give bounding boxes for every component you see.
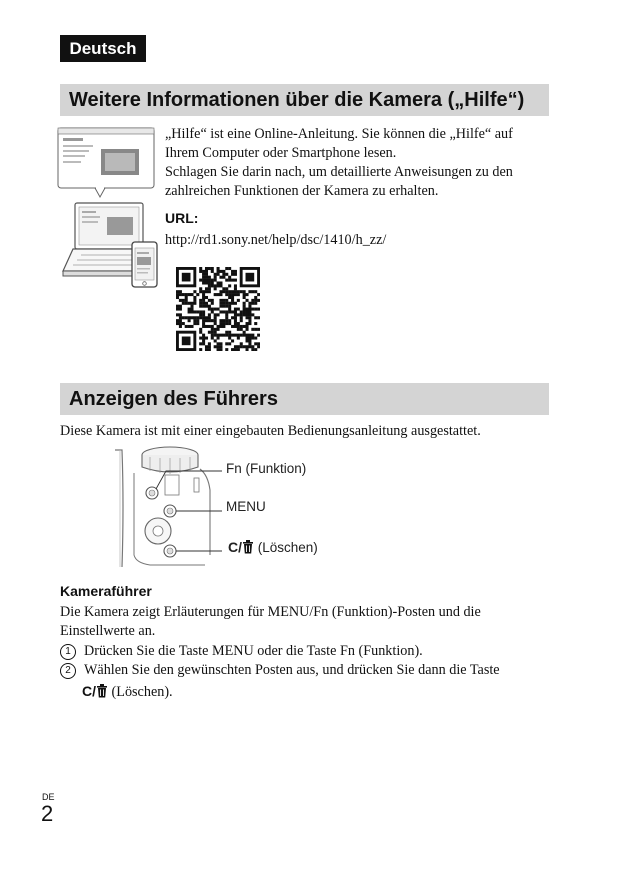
step-text: Wählen Sie den gewünschten Posten aus, und drücken Sie dann die Taste bbox=[84, 662, 500, 678]
c-key-text: C/ bbox=[228, 539, 242, 555]
menu-button-label: MENU bbox=[226, 499, 266, 514]
section-heading-help: Weitere Informationen über die Kamera („Hilfe“) bbox=[60, 84, 549, 116]
trash-icon bbox=[96, 684, 108, 698]
step-2 bbox=[60, 661, 550, 680]
help-intro-line: Ihrem Computer oder Smartphone lesen. bbox=[165, 145, 397, 161]
smartphone-icon bbox=[130, 240, 160, 290]
step-1 bbox=[60, 642, 550, 661]
page-number: 2 bbox=[41, 801, 54, 826]
delete-button-label bbox=[228, 539, 318, 555]
step-text: Drücken Sie die Taste MENU oder die Taste Fn (Funktion). bbox=[84, 643, 423, 659]
step-2-suffix: (Löschen). bbox=[108, 684, 173, 700]
help-intro-line: „Hilfe“ ist eine Online-Anleitung. Sie können die „Hilfe“ auf bbox=[165, 126, 513, 142]
language-tag: Deutsch bbox=[60, 35, 146, 62]
help-url-link[interactable]: http://rd1.sony.net/help/dsc/1410/h_zz/ bbox=[165, 232, 387, 248]
c-key-text: C/ bbox=[82, 683, 96, 699]
camera-guide-body bbox=[60, 603, 560, 641]
footer-language: DE bbox=[42, 792, 55, 802]
help-intro-line: Schlagen Sie darin nach, um detaillierte Anweisungen zu den bbox=[165, 164, 513, 180]
help-intro-text bbox=[165, 125, 555, 201]
url-label: URL: bbox=[165, 210, 199, 226]
body-line: Die Kamera zeigt Erläuterungen für MENU/Fn (Funktion)-Posten und die bbox=[60, 604, 481, 620]
step-number: 2 bbox=[60, 663, 76, 679]
step-2-continuation bbox=[82, 682, 173, 702]
guide-intro-text: Diese Kamera ist mit einer eingebauten Bedienungsanleitung ausgestattet. bbox=[60, 423, 481, 439]
help-intro-line: zahlreichen Funktionen der Kamera zu erhalten. bbox=[165, 183, 439, 199]
delete-label-text: (Löschen) bbox=[254, 540, 318, 555]
section-heading-guide: Anzeigen des Führers bbox=[60, 383, 549, 415]
qr-code-icon bbox=[176, 267, 260, 351]
camera-guide-subheading: Kameraführer bbox=[60, 583, 152, 599]
step-number: 1 bbox=[60, 644, 76, 660]
body-line: Einstellwerte an. bbox=[60, 623, 156, 639]
trash-icon bbox=[242, 540, 254, 554]
fn-button-label: Fn (Funktion) bbox=[226, 461, 307, 476]
